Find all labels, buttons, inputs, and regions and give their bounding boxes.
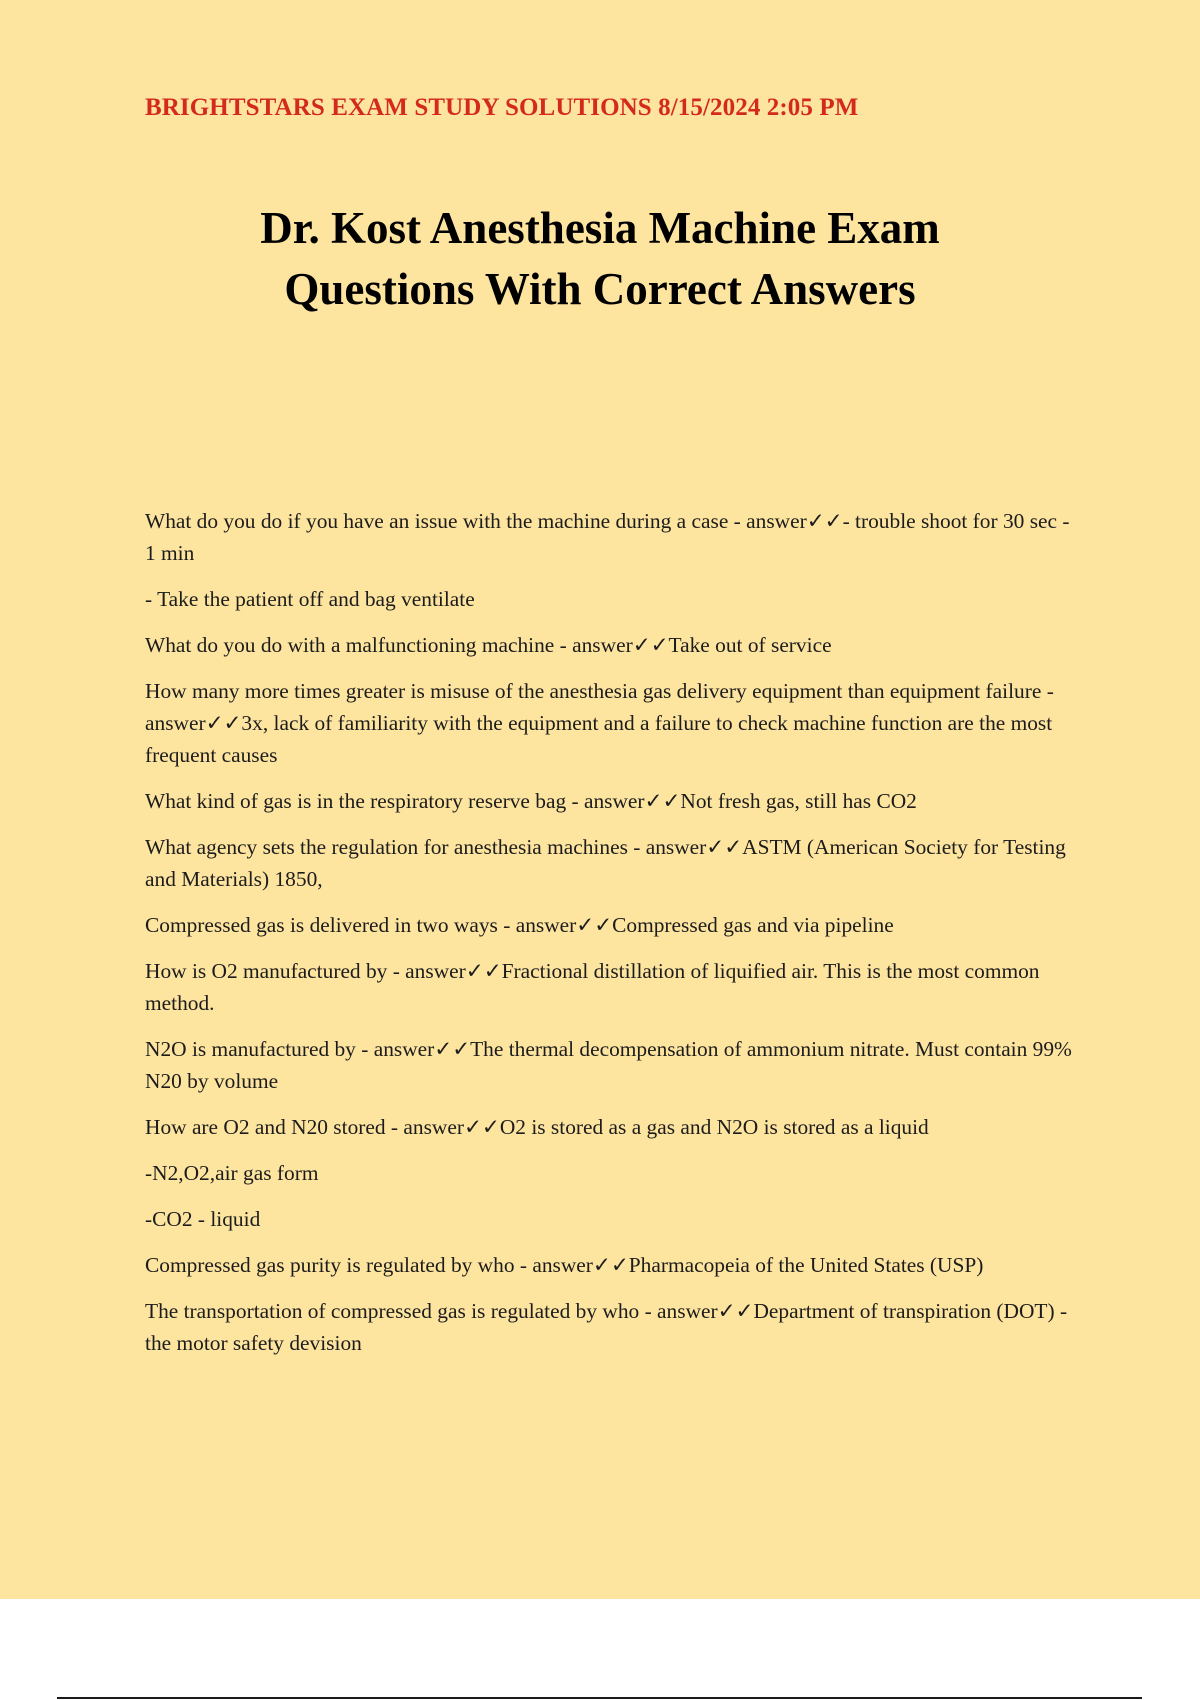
page-title-line-2: Questions With Correct Answers <box>284 264 916 314</box>
page-title <box>0 198 1200 320</box>
qa-item: -CO2 - liquid <box>145 1207 261 1231</box>
qa-item: What agency sets the regulation for anesthesia machines - answer✓✓ASTM (American Society for Testing and Materials) 1850, <box>145 835 1066 891</box>
page-divider <box>57 1697 1142 1699</box>
header-source-line: BRIGHTSTARS EXAM STUDY SOLUTIONS 8/15/2024 2:05 PM <box>145 94 859 121</box>
qa-item: What do you do if you have an issue with the machine during a case - answer✓✓- trouble shoot for 30 sec - 1 min <box>145 509 1070 565</box>
qa-item: Compressed gas is delivered in two ways - answer✓✓Compressed gas and via pipeline <box>145 913 894 937</box>
qa-item: - Take the patient off and bag ventilate <box>145 587 475 611</box>
qa-item: What kind of gas is in the respiratory reserve bag - answer✓✓Not fresh gas, still has CO2 <box>145 789 917 813</box>
qa-item: What do you do with a malfunctioning machine - answer✓✓Take out of service <box>145 633 832 657</box>
qa-item: How are O2 and N20 stored - answer✓✓O2 is stored as a gas and N2O is stored as a liquid <box>145 1115 929 1139</box>
qa-list <box>145 505 1080 1373</box>
qa-item: N2O is manufactured by - answer✓✓The thermal decompensation of ammonium nitrate. Must contain 99% N20 by volume <box>145 1037 1072 1093</box>
qa-item: How is O2 manufactured by - answer✓✓Fractional distillation of liquified air. This is the most common method. <box>145 959 1040 1015</box>
qa-item: -N2,O2,air gas form <box>145 1161 319 1185</box>
qa-item: Compressed gas purity is regulated by who - answer✓✓Pharmacopeia of the United States (USP) <box>145 1253 984 1277</box>
page-title-line-1: Dr. Kost Anesthesia Machine Exam <box>260 203 940 253</box>
qa-item: How many more times greater is misuse of the anesthesia gas delivery equipment than equipment failure - answer✓✓3x, lack of familiarity with the equipment and a failure to check machine function are the most frequent causes <box>145 679 1054 767</box>
qa-item: The transportation of compressed gas is regulated by who - answer✓✓Department of transpiration (DOT) - the motor safety devision <box>145 1299 1068 1355</box>
